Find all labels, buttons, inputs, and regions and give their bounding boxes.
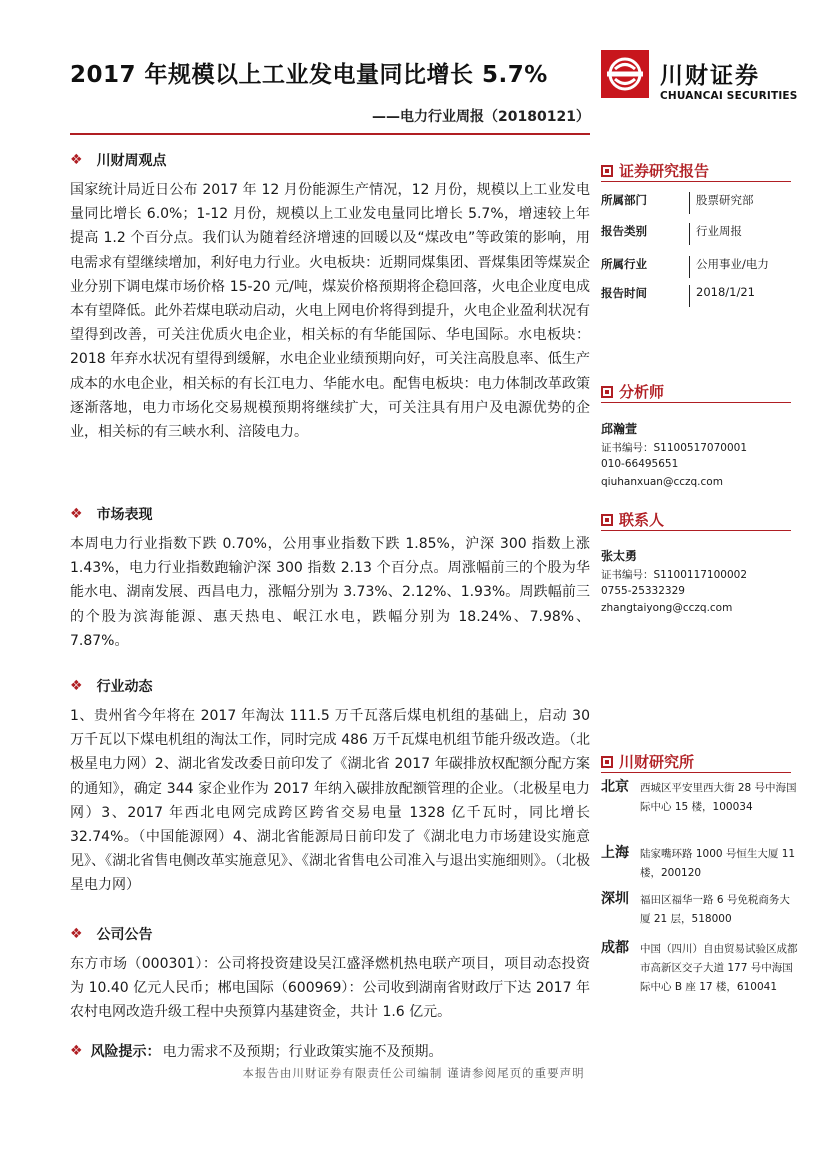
sidebar-divider — [601, 181, 791, 182]
office-city-shanghai: 上海 — [601, 845, 629, 861]
section-heading-text: 行业动态 — [96, 679, 153, 695]
office-address-shanghai: 陆家嘴环路 1000 号恒生大厦 11 楼，200120 — [640, 848, 796, 879]
info-key: 报告时间 — [601, 286, 647, 300]
section-body-market: 本周电力行业指数下跌 0.70%，公用事业指数下跌 1.85%，沪深 300 指数上涨 1.43%，电力行业指数跑输沪深 300 指数 2.13 个百分点。周涨幅前三的个股为华能水电、湖南发展、西昌电力，涨幅分别为 3.73%、2.12%、1.93%。周跌幅前三的个股为滨海能源、惠天热电、岷江水电，跌幅分别为 18.24%、7.98%、7.87%。 — [70, 536, 590, 649]
info-value: 股票研究部 — [689, 192, 754, 214]
sidebar-heading-institute — [601, 751, 694, 772]
brand-name-cn: 川财证券 — [660, 63, 760, 89]
sidebar-heading-text: 联系人 — [619, 511, 665, 529]
square-bullet-icon — [601, 514, 613, 526]
sidebar-heading-contact — [601, 509, 664, 530]
section-heading-company — [70, 924, 153, 944]
sidebar-heading-report — [601, 160, 709, 181]
diamond-bullet-icon: ❖ — [70, 506, 83, 522]
report-title: 2017 年规模以上工业发电量同比增长 5.7% — [70, 62, 548, 88]
square-bullet-icon — [601, 756, 613, 768]
office-address-shenzhen: 福田区福华一路 6 号免税商务大厦 21 层，518000 — [640, 894, 790, 925]
office-city-chengdu: 成都 — [601, 940, 629, 956]
info-row-department — [601, 192, 796, 214]
sidebar-divider — [601, 402, 791, 403]
contact-email[interactable]: zhangtaiyong@cczq.com — [601, 602, 733, 614]
diamond-bullet-icon: ❖ — [70, 152, 83, 168]
contact-phone: 0755-25332329 — [601, 585, 685, 597]
report-subtitle: ——电力行业周报（20180121） — [372, 109, 590, 125]
section-heading-view — [70, 150, 167, 170]
info-row-category — [601, 223, 796, 245]
info-row-date — [601, 285, 796, 307]
contact-name: 张太勇 — [601, 549, 638, 563]
section-body-company: 东方市场（000301）：公司将投资建设吴江盛泽燃机热电联产项目，项目动态投资为 10.40 亿元人民币；郴电国际（600969）：公司收到湖南省财政厅下达 2017 年农村电网改造升级工程中央预算内基建资金，共计 1.6 亿元。 — [70, 956, 590, 1021]
info-value: 行业周报 — [689, 223, 742, 245]
section-heading-text: 公司公告 — [96, 927, 153, 943]
section-heading-text: 市场表现 — [96, 507, 153, 523]
square-bullet-icon — [601, 386, 613, 398]
sidebar-heading-analyst — [601, 381, 664, 402]
analyst-cert: 证书编号：S1100517070001 — [601, 442, 748, 454]
diamond-bullet-icon: ❖ — [70, 926, 83, 942]
section-body-industry: 1、贵州省今年将在 2017 年淘汰 111.5 万千瓦落后煤电机组的基础上，启动 30 万千瓦以下煤电机组的淘汰工作，同时完成 486 万千瓦煤电机组节能升级改造。（北极星电力网）2、湖北省发改委日前印发了《湖北省 2017 年碳排放权配额分配方案的通知》，确定 344 家企业作为 2017 年纳入碳排放配额管理的企业。（北极星电力网）3、2017 年西北电网完成跨区跨省交易电量 1328 亿千瓦时，同比增长 32.74%。（中国能源网）4、湖北省能源局日前印发了《湖北电力市场建设实施意见》、《湖北省售电侧改革实施意见》、《湖北省售电公司准入与退出实施细则》。（北极星电力网） — [70, 708, 590, 894]
risk-note — [70, 1041, 443, 1061]
section-heading-industry — [70, 676, 153, 696]
diamond-bullet-icon: ❖ — [70, 678, 83, 694]
risk-heading: 风险提示： — [90, 1044, 161, 1060]
office-city-beijing: 北京 — [601, 779, 629, 795]
sidebar-heading-text: 川财研究所 — [619, 753, 695, 771]
info-key: 所属行业 — [601, 257, 647, 271]
section-body-view: 国家统计局近日公布 2017 年 12 月份能源生产情况，12 月份，规模以上工业发电量同比增长 6.0%；1-12 月份，规模以上工业发电量同比增长 5.7%，增速较上年提高 1.2 个百分点。我们认为随着经济增速的回暖以及“煤改电”等政策的影响，用电需求有望继续增加，利好电力行业。火电板块：近期同煤集团、晋煤集团等煤炭企业分别下调电煤市场价格 15-20 元/吨，煤炭价格预期将企稳回落，火电企业度电成本有望降低。此外若煤电联动启动，火电上网电价将得到提升，火电企业盈利状况有望得到改善，可关注优质火电企业，相关标的有华能国际、华电国际。水电板块：2018 年弃水状况有望得到缓解，水电企业业绩预期向好，可关注高股息率、低生产成本的水电企业，相关标的有长江电力、华能水电。配售电板块：电力体制改革政策逐渐落地，电力市场化交易规模预期将继续扩大，可关注具有用户及电源优势的企业，相关标的有三峡水利、涪陵电力。 — [70, 182, 590, 441]
page-footer: 本报告由川财证券有限责任公司编制 谨请参阅尾页的重要声明 — [242, 1066, 585, 1080]
info-key: 所属部门 — [601, 193, 647, 207]
info-value: 2018/1/21 — [689, 285, 755, 307]
brand-name-en: CHUANCAI SECURITIES — [660, 90, 798, 102]
contact-cert: 证书编号：S1100117100002 — [601, 569, 748, 581]
office-address-beijing: 西城区平安里西大街 28 号中海国际中心 15 楼，100034 — [640, 782, 797, 813]
diamond-bullet-icon: ❖ — [70, 1043, 83, 1059]
section-heading-market — [70, 504, 153, 524]
square-bullet-icon — [601, 165, 613, 177]
sidebar-heading-text: 证券研究报告 — [619, 162, 710, 180]
section-heading-text: 川财周观点 — [96, 153, 167, 169]
chuancai-logo-icon — [601, 50, 649, 98]
info-row-industry — [601, 256, 796, 278]
office-city-shenzhen: 深圳 — [601, 891, 629, 907]
sidebar-divider — [601, 772, 791, 773]
header-divider — [70, 133, 590, 135]
analyst-phone: 010-66495651 — [601, 458, 679, 470]
risk-body: 电力需求不及预期；行业政策实施不及预期。 — [162, 1044, 443, 1060]
info-key: 报告类别 — [601, 224, 647, 238]
office-address-chengdu: 中国（四川）自由贸易试验区成都市高新区交子大道 177 号中海国际中心 B 座 17 楼，610041 — [640, 943, 798, 993]
sidebar-heading-text: 分析师 — [619, 383, 665, 401]
analyst-name: 邱瀚萱 — [601, 422, 638, 436]
sidebar-divider — [601, 530, 791, 531]
info-value: 公用事业/电力 — [689, 256, 769, 278]
analyst-email[interactable]: qiuhanxuan@cczq.com — [601, 476, 723, 488]
